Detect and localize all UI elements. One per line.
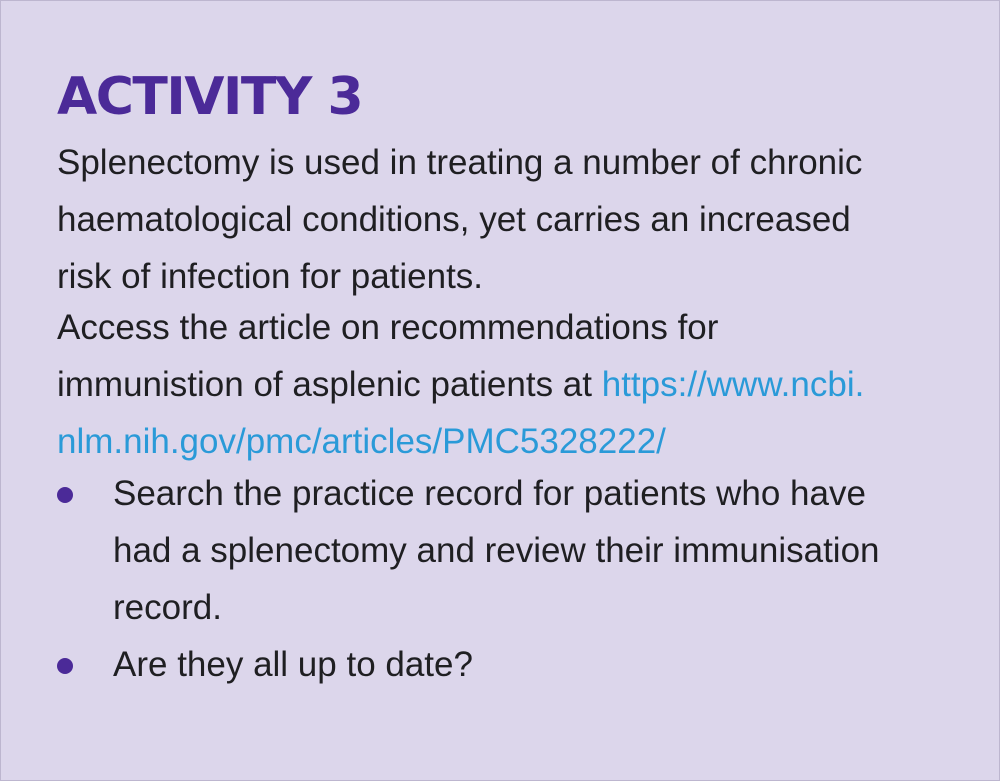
intro-line: haematological conditions, yet carries an increased xyxy=(57,200,851,239)
access-line xyxy=(57,413,864,470)
task-line: Are they all up to date? xyxy=(113,645,473,684)
access-paragraph xyxy=(57,299,864,470)
task-line: had a splenectomy and review their immunisation xyxy=(113,531,880,570)
access-line-text: immunistion of asplenic patients at xyxy=(57,365,602,404)
bullet-dot-icon xyxy=(57,658,73,674)
task-list-item xyxy=(57,636,967,693)
task-list-item xyxy=(57,465,967,636)
intro-paragraph xyxy=(57,134,862,305)
task-line: record. xyxy=(113,588,222,627)
intro-line: risk of infection for patients. xyxy=(57,257,484,296)
intro-line: Splenectomy is used in treating a number of chronic xyxy=(57,143,863,182)
activity-heading: ACTIVITY 3 xyxy=(57,67,363,127)
task-list xyxy=(57,465,967,693)
article-link-part-2[interactable]: nlm.nih.gov/pmc/articles/PMC5328222/ xyxy=(57,422,666,461)
bullet-dot-icon xyxy=(57,487,73,503)
task-line: Search the practice record for patients who have xyxy=(113,474,866,513)
access-line: Access the article on recommendations for xyxy=(57,308,719,347)
access-line xyxy=(57,356,864,413)
article-link-part-1[interactable]: https://www.ncbi. xyxy=(601,365,865,404)
